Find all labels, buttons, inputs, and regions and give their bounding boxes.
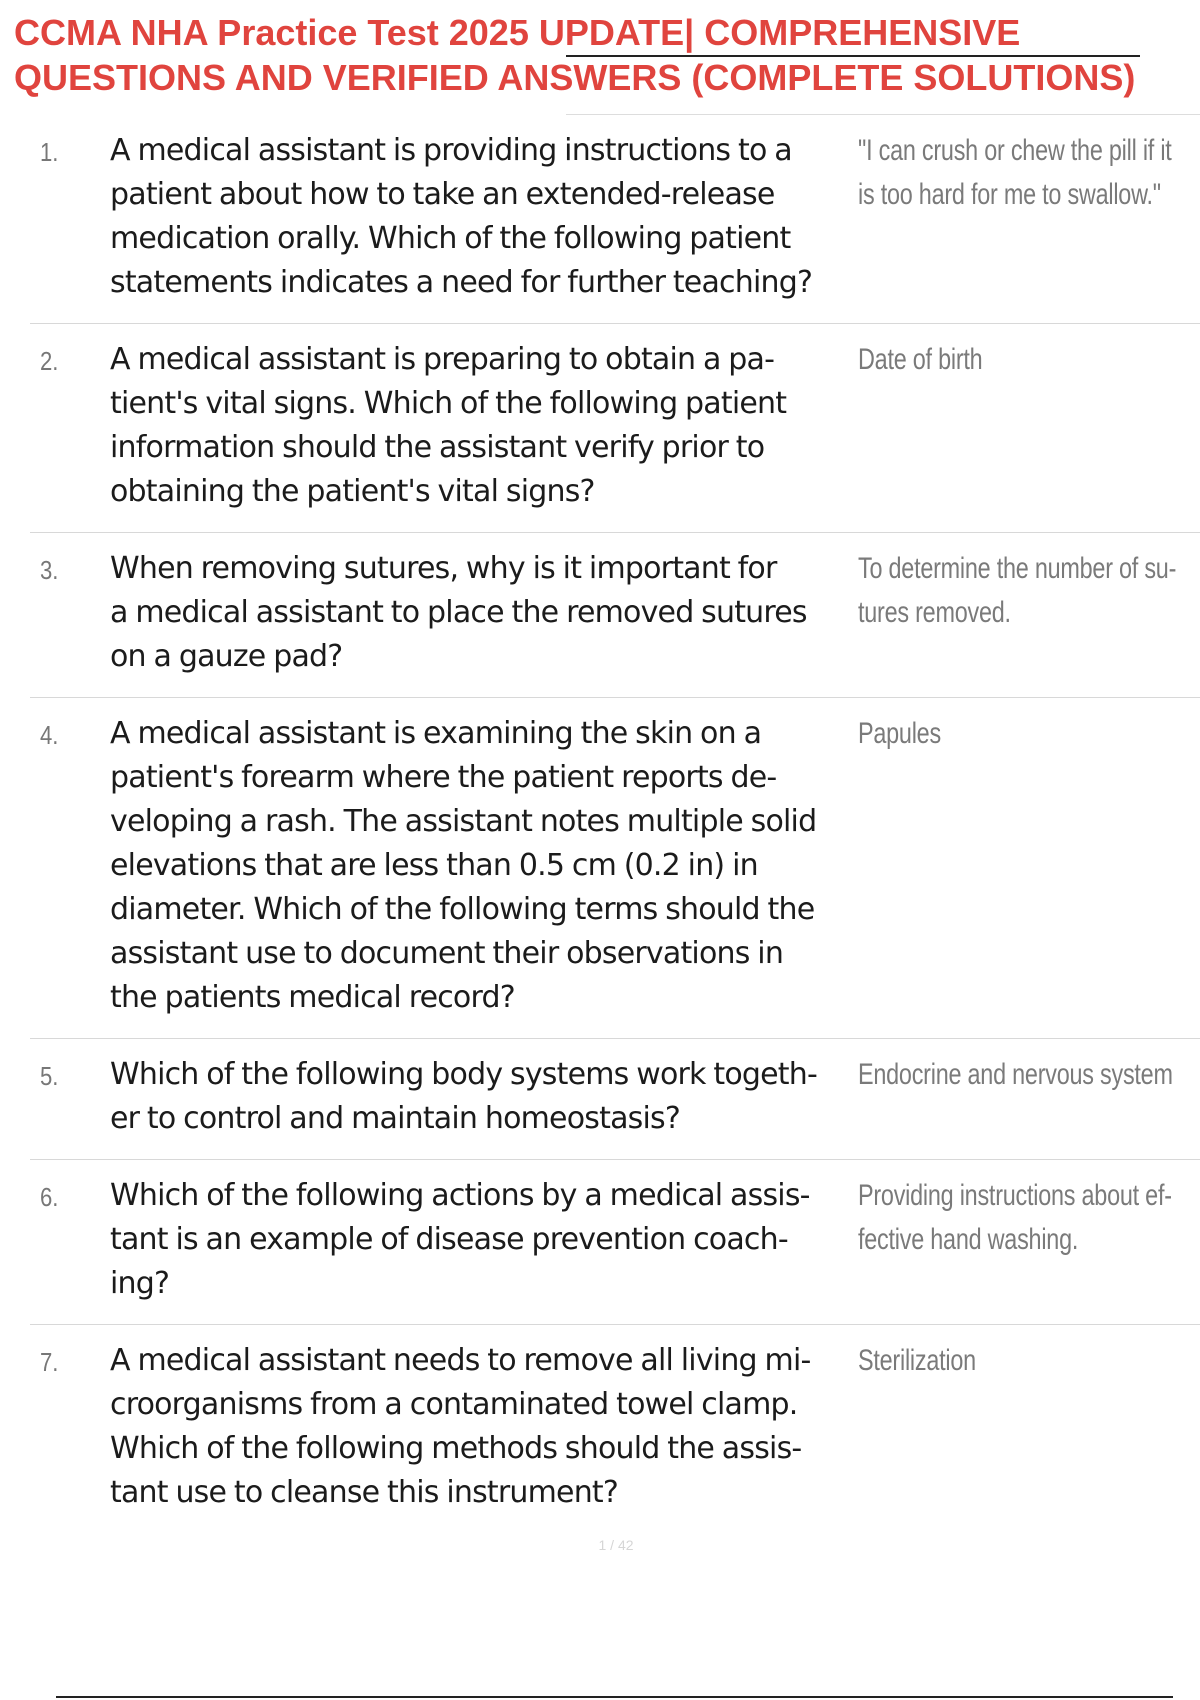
answer-text: [858, 129, 1172, 217]
answer-line: "I can crush or chew the pill if it: [858, 134, 1172, 167]
question-line: diameter. Which of the following terms should the: [110, 892, 815, 927]
answer-line: Papules: [858, 717, 941, 750]
question-number: 6.: [40, 1182, 59, 1212]
title-divider: [566, 55, 1140, 57]
question-answer-list: [30, 115, 1200, 1575]
question-number: 4.: [40, 720, 59, 750]
answer-text: [858, 1053, 1173, 1097]
question-number: 1.: [40, 137, 59, 167]
question-row: [30, 533, 1200, 698]
answer-line: is too hard for me to swallow.": [858, 178, 1161, 211]
question-text: [110, 338, 890, 514]
page-number: 1 / 42: [598, 1537, 634, 1553]
question-line: information should the assistant verify prior to: [110, 430, 765, 465]
question-line: a medical assistant to place the removed sutures: [110, 595, 807, 630]
question-line: medication orally. Which of the following patient: [110, 221, 791, 256]
question-line: Which of the following body systems work togeth-: [110, 1057, 817, 1092]
question-text: [110, 129, 890, 305]
question-line: When removing sutures, why is it important for: [110, 551, 777, 586]
question-number: 2.: [40, 346, 59, 376]
answer-text: [858, 712, 1139, 756]
title-line-2: QUESTIONS AND VERIFIED ANSWERS (COMPLETE SOLUTIONS): [14, 57, 1136, 98]
answer-line: Date of birth: [858, 343, 983, 376]
question-row: [30, 698, 1200, 1039]
question-row: [30, 1039, 1200, 1160]
title-line-1: CCMA NHA Practice Test 2025 UPDATE| COMPREHENSIVE: [14, 12, 1021, 53]
question-line: elevations that are less than 0.5 cm (0.2 in) in: [110, 848, 758, 883]
question-line: veloping a rash. The assistant notes multiple solid: [110, 804, 817, 839]
answer-text: [858, 1339, 1139, 1383]
question-line: assistant use to document their observations in: [110, 936, 784, 971]
question-line: the patients medical record?: [110, 980, 515, 1015]
question-text: [110, 1174, 890, 1306]
question-row: [30, 324, 1200, 533]
question-line: tant is an example of disease prevention coach-: [110, 1222, 788, 1257]
answer-line: tures removed.: [858, 596, 1011, 629]
question-line: A medical assistant is examining the skin on a: [110, 716, 762, 751]
answer-line: To determine the number of su-: [858, 552, 1177, 585]
answer-text: [858, 547, 1177, 635]
question-line: patient about how to take an extended-release: [110, 177, 775, 212]
question-line: croorganisms from a contaminated towel clamp.: [110, 1387, 798, 1422]
answer-line: Sterilization: [858, 1344, 976, 1377]
question-line: A medical assistant is preparing to obtain a pa-: [110, 342, 775, 377]
question-line: statements indicates a need for further teaching?: [110, 265, 813, 300]
question-line: Which of the following actions by a medical assis-: [110, 1178, 810, 1213]
question-text: [110, 1339, 890, 1515]
answer-line: Providing instructions about ef-: [858, 1179, 1172, 1212]
question-line: obtaining the patient's vital signs?: [110, 474, 595, 509]
question-number: 7.: [40, 1347, 59, 1377]
question-line: A medical assistant is providing instructions to a: [110, 133, 792, 168]
question-text: [110, 1053, 890, 1141]
question-line: er to control and maintain homeostasis?: [110, 1101, 680, 1136]
question-row: [30, 1160, 1200, 1325]
question-number: 3.: [40, 555, 59, 585]
question-line: ing?: [110, 1266, 170, 1301]
answer-line: fective hand washing.: [858, 1223, 1079, 1256]
question-text: [110, 712, 890, 1020]
question-row: [30, 115, 1200, 324]
question-line: tant use to cleanse this instrument?: [110, 1475, 619, 1510]
question-line: patient's forearm where the patient reports de-: [110, 760, 777, 795]
answer-line: Endocrine and nervous system: [858, 1058, 1173, 1091]
answer-text: [858, 1174, 1172, 1262]
footer-divider: [56, 1696, 1173, 1698]
question-line: Which of the following methods should the assis-: [110, 1431, 802, 1466]
question-line: on a gauze pad?: [110, 639, 343, 674]
answer-text: [858, 338, 1139, 382]
question-line: tient's vital signs. Which of the following patient: [110, 386, 787, 421]
question-number: 5.: [40, 1061, 59, 1091]
question-text: [110, 547, 890, 679]
question-line: A medical assistant needs to remove all living mi-: [110, 1343, 811, 1378]
